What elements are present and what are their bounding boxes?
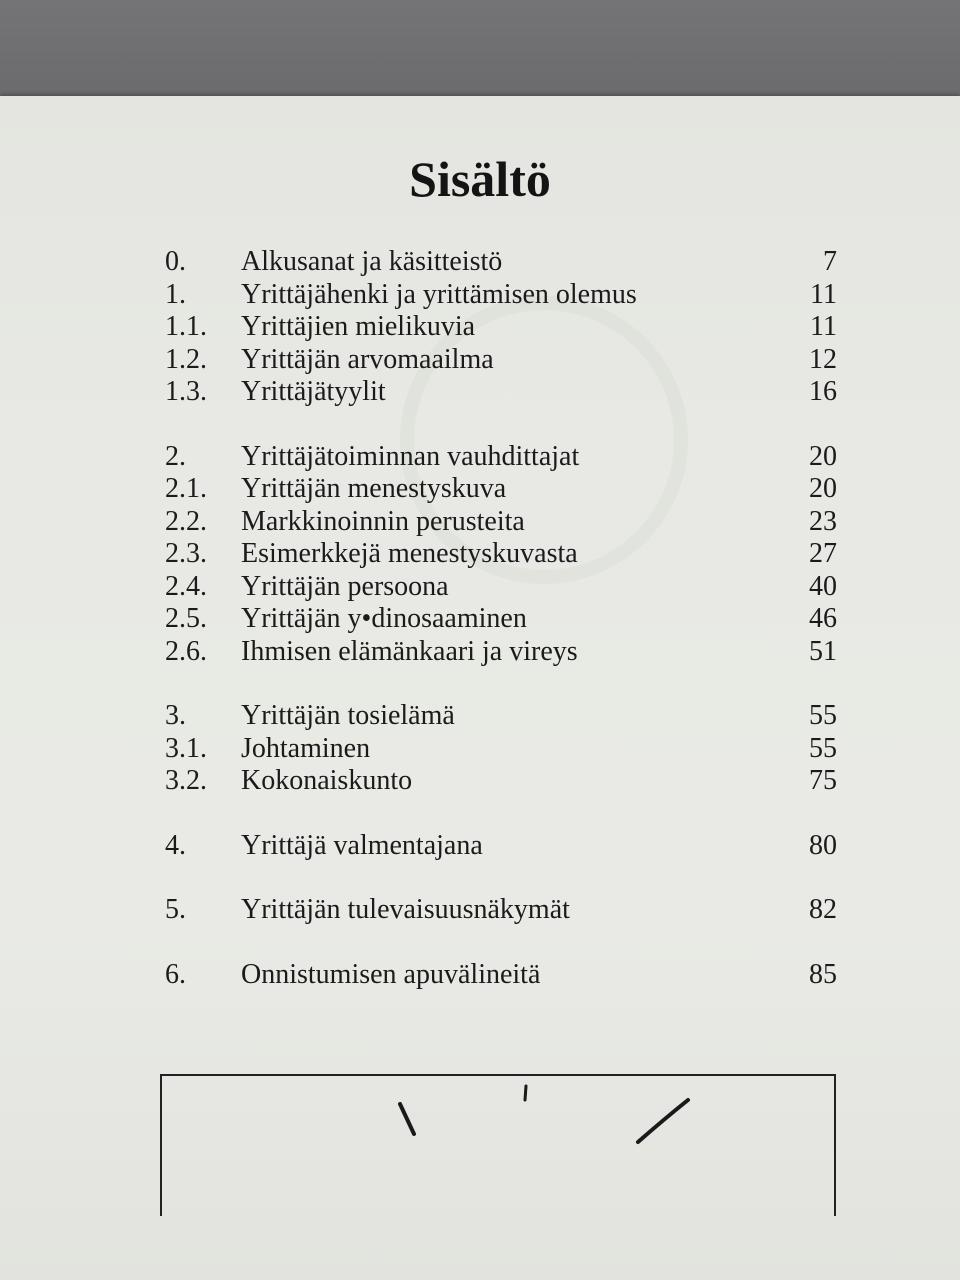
toc-entry (165, 894, 837, 927)
stroke-mark-right (638, 1100, 688, 1142)
toc-entry-page: 11 (810, 278, 837, 310)
toc-entry-page: 82 (809, 894, 837, 925)
toc-entry-page: 20 (809, 473, 837, 504)
toc-entry (165, 311, 837, 344)
toc-entry (165, 344, 837, 377)
toc-entry-number: 3. (165, 700, 186, 731)
toc-entry-title: Kokonaiskunto (241, 765, 413, 796)
toc-entry-page: 75 (809, 765, 837, 796)
toc-entry (165, 733, 837, 766)
toc-entry-title: Markkinoinnin perusteita (241, 505, 525, 537)
toc-entry-title: Yrittäjätoiminnan vauhdittajat (241, 440, 580, 472)
toc-entry-number: 3.2. (165, 765, 207, 796)
toc-entry-number: 2.4. (165, 570, 207, 602)
toc-entry-number: 3.1. (165, 732, 207, 764)
stroke-mark-center (525, 1086, 526, 1100)
toc-entry-title: Yrittäjän arvomaailma (241, 343, 494, 375)
toc-entry-number: 1.3. (165, 376, 207, 407)
toc-entry (165, 571, 837, 604)
toc-entry-number: 2.6. (165, 635, 207, 667)
toc-entry (165, 765, 837, 798)
toc-section-5 (165, 894, 837, 927)
toc-entry-title: Johtaminen (241, 732, 371, 764)
toc-entry-number: 4. (165, 829, 186, 861)
toc-section-1 (165, 246, 837, 409)
toc-entry-title: Yrittäjän tulevaisuusnäkymät (241, 894, 570, 925)
toc-entry (165, 473, 837, 506)
toc-entry (165, 830, 837, 863)
toc-entry-page: 27 (809, 538, 837, 569)
toc-entry-number: 6. (165, 958, 186, 990)
toc-entry (165, 246, 837, 279)
toc-entry-number: 0. (165, 246, 186, 277)
toc-section-2 (165, 441, 837, 669)
toc-entry-title: Alkusanat ja käsitteistö (241, 246, 503, 277)
toc-entry (165, 279, 837, 312)
toc-section-6 (165, 959, 837, 992)
toc-entry-title: Yrittäjän menestyskuva (241, 473, 507, 504)
toc-entry (165, 506, 837, 539)
toc-entry-page: 23 (809, 505, 837, 537)
stroke-mark-left (400, 1104, 414, 1134)
toc-entry-number: 2.1. (165, 473, 207, 504)
toc-entry-number: 1.1. (165, 311, 207, 342)
toc-entry-number: 2. (165, 440, 186, 472)
toc-entry-title: Yrittäjän y•dinosaaminen (241, 603, 527, 634)
table-of-contents (165, 246, 837, 1023)
toc-entry-title: Yrittäjien mielikuvia (241, 311, 476, 342)
toc-entry-title: Yrittäjän persoona (241, 570, 449, 602)
toc-entry-page: 16 (809, 376, 837, 407)
toc-entry-number: 2.3. (165, 538, 207, 569)
toc-entry (165, 441, 837, 474)
toc-entry-title: Yrittäjähenki ja yrittämisen olemus (241, 278, 637, 310)
toc-entry-page: 80 (809, 829, 837, 861)
toc-entry (165, 376, 837, 409)
toc-entry-title: Yrittäjä valmentajana (241, 829, 483, 861)
toc-entry-number: 1. (165, 278, 186, 310)
toc-entry (165, 700, 837, 733)
toc-entry (165, 603, 837, 636)
toc-entry-title: Esimerkkejä menestyskuvasta (241, 538, 578, 569)
toc-entry-title: Yrittäjän tosielämä (241, 700, 455, 731)
toc-entry-title: Ihmisen elämänkaari ja vireys (241, 635, 578, 667)
toc-section-4 (165, 830, 837, 863)
toc-entry-page: 40 (809, 570, 837, 602)
toc-entry-page: 7 (823, 246, 837, 277)
illustration-strokes (162, 1076, 834, 1216)
toc-entry-title: Yrittäjätyylit (241, 376, 386, 407)
page-title: Sisältö (409, 151, 551, 207)
toc-entry-title: Onnistumisen apuvälineitä (241, 958, 541, 990)
toc-entry (165, 636, 837, 669)
background-surface (0, 0, 960, 110)
toc-entry (165, 959, 837, 992)
toc-entry-page: 51 (809, 635, 837, 667)
toc-entry (165, 538, 837, 571)
toc-entry-page: 12 (809, 343, 837, 375)
toc-entry-page: 46 (809, 603, 837, 634)
toc-section-3 (165, 700, 837, 798)
toc-entry-number: 2.5. (165, 603, 207, 634)
toc-entry-page: 55 (809, 732, 837, 764)
toc-entry-page: 11 (810, 311, 837, 342)
toc-entry-number: 1.2. (165, 343, 207, 375)
toc-entry-page: 55 (809, 700, 837, 731)
toc-entry-number: 2.2. (165, 505, 207, 537)
toc-entry-page: 85 (809, 958, 837, 990)
illustration-frame (160, 1074, 836, 1216)
toc-entry-page: 20 (809, 440, 837, 472)
toc-entry-number: 5. (165, 894, 186, 925)
